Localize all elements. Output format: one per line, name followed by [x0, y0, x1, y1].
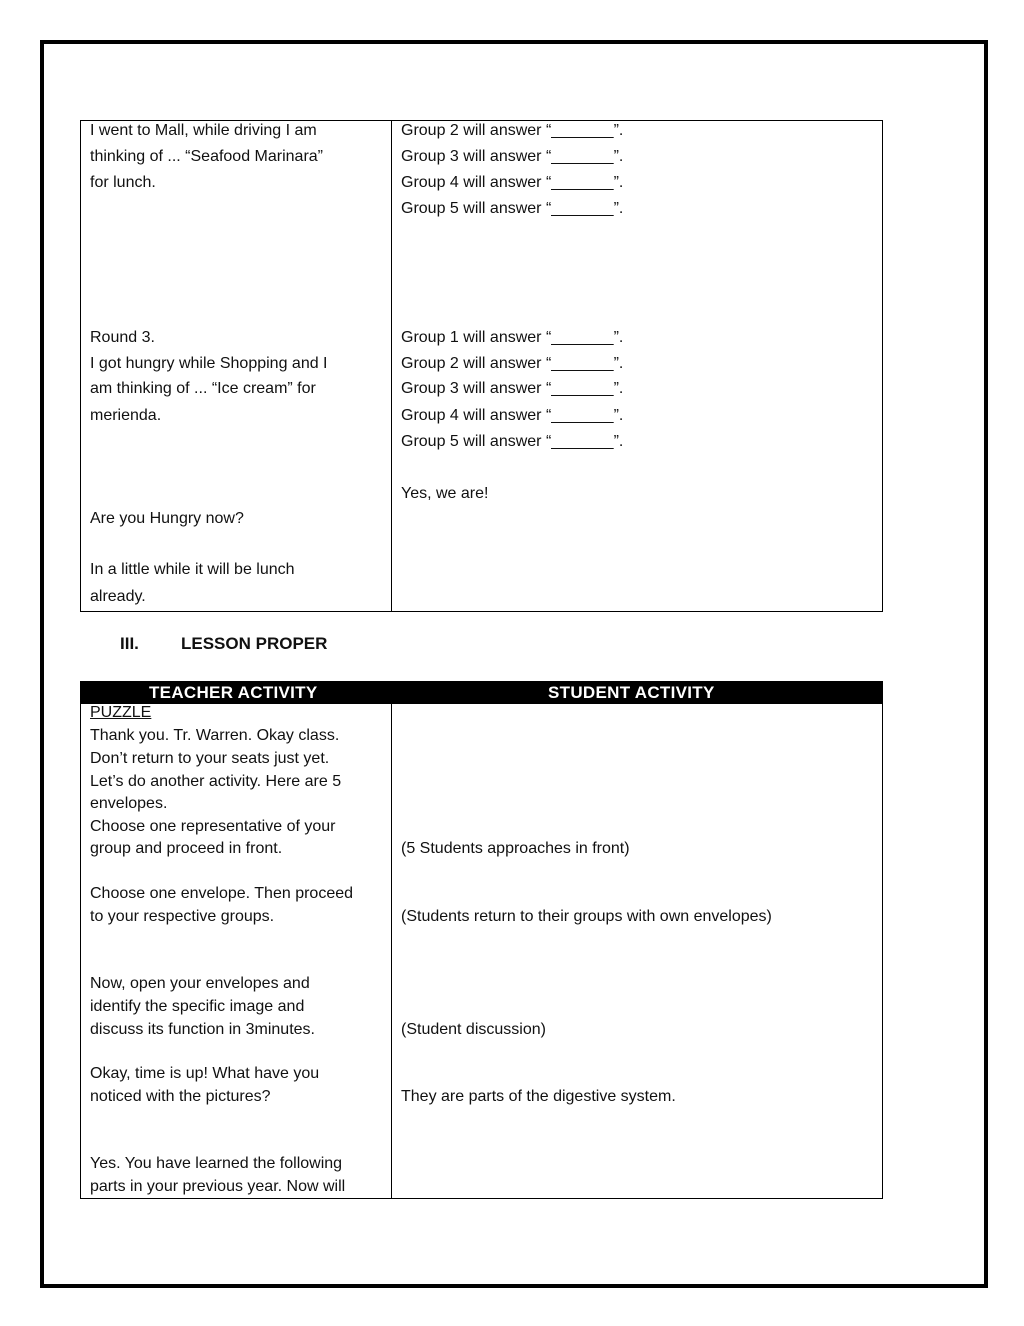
student-line: Group 5 will answer “_______”. [401, 433, 624, 450]
student-line: Yes, we are! [401, 485, 489, 502]
teacher-line: Choose one envelope. Then proceed [90, 885, 354, 902]
student-line: Group 5 will answer “_______”. [401, 200, 624, 217]
activity-table-top [80, 120, 883, 612]
teacher-line: Choose one representative of your [90, 818, 336, 835]
teacher-line: Now, open your envelopes and [90, 975, 310, 992]
section-number: III. [120, 634, 139, 653]
puzzle-label: PUZZLE [90, 704, 152, 721]
header-teacher-activity: TEACHER ACTIVITY [149, 683, 318, 702]
student-line: (Students return to their groups with own envelopes) [401, 908, 772, 925]
student-line: Group 2 will answer “_______”. [401, 122, 624, 139]
teacher-line: Yes. You have learned the following [90, 1155, 343, 1172]
student-line: Group 3 will answer “_______”. [401, 148, 624, 165]
student-cell [392, 704, 882, 1198]
section-title: LESSON PROPER [181, 634, 328, 653]
teacher-line: I went to Mall, while driving I am [90, 122, 317, 139]
teacher-line: In a little while it will be lunch [90, 561, 295, 578]
teacher-line: for lunch. [90, 174, 156, 191]
student-cell [392, 121, 882, 611]
teacher-line: Let’s do another activity. Here are 5 [90, 773, 342, 790]
student-line: Group 4 will answer “_______”. [401, 174, 624, 191]
teacher-line: noticed with the pictures? [90, 1088, 271, 1105]
student-line: They are parts of the digestive system. [401, 1088, 676, 1105]
teacher-line: identify the specific image and [90, 998, 305, 1015]
teacher-line: merienda. [90, 407, 162, 424]
teacher-line: Don’t return to your seats just yet. [90, 750, 330, 767]
teacher-line: group and proceed in front. [90, 840, 283, 857]
student-line: (Student discussion) [401, 1021, 546, 1038]
table-header [81, 682, 882, 704]
teacher-line: Thank you. Tr. Warren. Okay class. [90, 727, 340, 744]
student-line: (5 Students approaches in front) [401, 840, 630, 857]
teacher-line: to your respective groups. [90, 908, 275, 925]
teacher-line: Are you Hungry now? [90, 510, 244, 527]
teacher-line: Round 3. [90, 329, 155, 346]
student-line: Group 3 will answer “_______”. [401, 380, 624, 397]
teacher-cell [81, 121, 391, 611]
teacher-line: I got hungry while Shopping and I [90, 355, 328, 372]
student-line: Group 2 will answer “_______”. [401, 355, 624, 372]
activity-table-lesson [80, 681, 883, 1199]
teacher-cell [81, 704, 391, 1198]
student-line: Group 4 will answer “_______”. [401, 407, 624, 424]
header-student-activity: STUDENT ACTIVITY [548, 683, 715, 702]
teacher-line: envelopes. [90, 795, 168, 812]
teacher-line: parts in your previous year. Now will [90, 1178, 346, 1195]
teacher-line: thinking of ... “Seafood Marinara” [90, 148, 324, 165]
teacher-line: discuss its function in 3minutes. [90, 1021, 315, 1038]
teacher-line: Okay, time is up! What have you [90, 1065, 320, 1082]
student-line: Group 1 will answer “_______”. [401, 329, 624, 346]
teacher-line: already. [90, 588, 146, 605]
teacher-line: am thinking of ... “Ice cream” for [90, 380, 316, 397]
